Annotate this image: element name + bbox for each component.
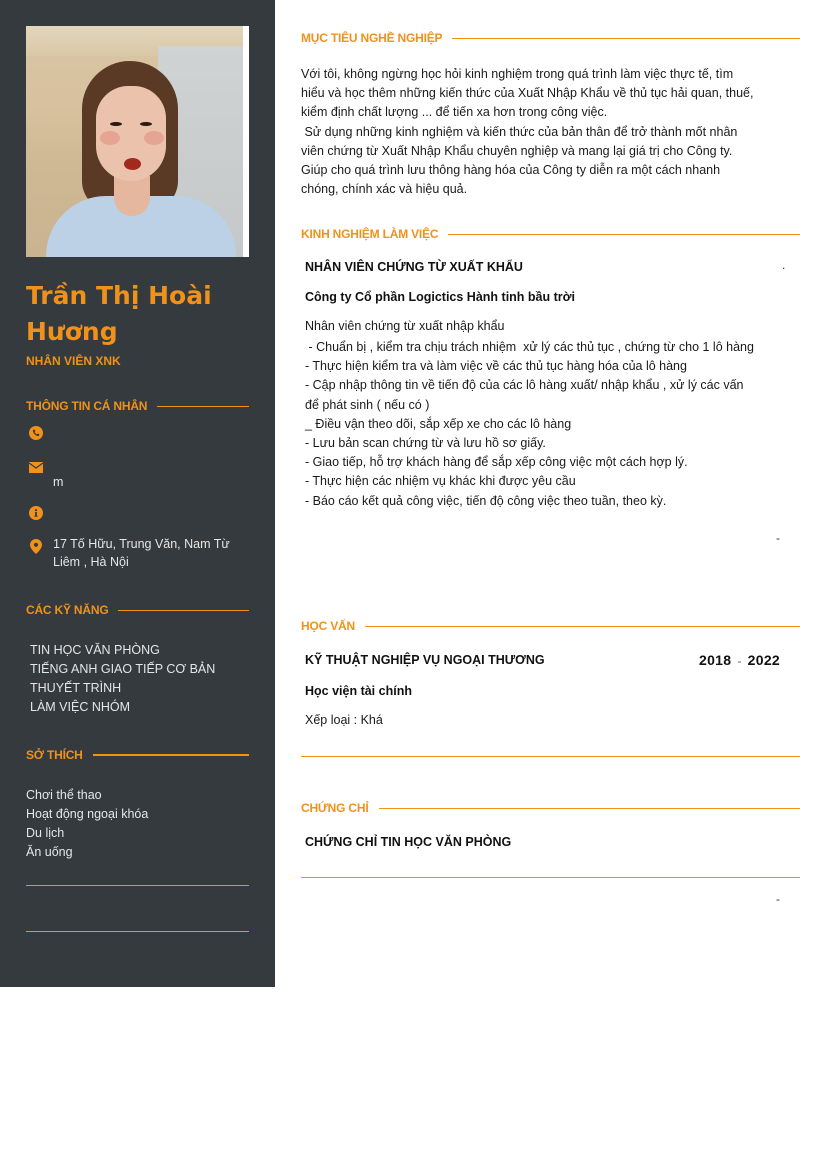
hobbies-heading-label: SỞ THÍCH (26, 748, 83, 762)
objective-line: Giúp cho quá trình lưu thông hàng hóa của Công ty diễn ra một cách nhanh (301, 163, 721, 178)
duty-item: để phát sinh ( nếu có ) (305, 397, 430, 412)
education-divider (301, 756, 800, 757)
duty-item: - Báo cáo kết quả công việc, tiến độ công việc theo tuần, theo kỳ. (305, 493, 667, 508)
contact-phone (28, 425, 243, 440)
objective-line: Sử dụng những kinh nghiệm và kiến thức của bản thân để trở thành mốt nhân (301, 124, 738, 139)
divider (93, 754, 249, 756)
divider (365, 626, 800, 627)
education-school: Học viện tài chính (305, 684, 412, 698)
personal-info-heading-label: THÔNG TIN CÁ NHÂN (26, 399, 148, 413)
divider (379, 808, 801, 809)
skill-item: LÀM VIỆC NHÓM (30, 700, 131, 714)
objective-heading-label: MỤC TIÊU NGHỀ NGHIỆP (301, 31, 443, 45)
name-line-1: Trần Thị Hoài (26, 281, 212, 310)
skill-item: TIẾNG ANH GIAO TIẾP CƠ BẢN (30, 662, 216, 676)
experience-trailing-mark: - (776, 531, 780, 545)
hobby-item: Hoạt động ngoại khóa (26, 807, 149, 821)
year-end: 2022 (747, 652, 781, 668)
duty-item: - Cập nhập thông tin về tiến độ của các lô hàng xuất/ nhập khẩu , xử lý các vấn (305, 378, 744, 393)
objective-line: kiểm định chất lượng ... để tiến xa hơn trong công việc. (301, 105, 608, 120)
contact-info (28, 505, 243, 520)
divider (452, 38, 800, 39)
duty-item: - Giao tiếp, hỗ trợ khách hàng để sắp xếp công việc một cách hợp lý. (305, 455, 688, 470)
duty-item: - Chuẩn bị , kiểm tra chịu trách nhiệm xử lý các thủ tục , chứng từ cho 1 lô hàng (305, 340, 754, 354)
duty-item: - Thực hiện các nhiệm vụ khác khi được yêu cầu (305, 474, 576, 489)
year-start: 2018 (699, 652, 732, 668)
divider (448, 234, 800, 235)
name-line-2: Hương (26, 317, 118, 346)
duty-item: - Lưu bản scan chứng từ và lưu hồ sơ giấy. (305, 436, 546, 451)
experience-job-title: Nhân viên chứng từ xuất nhập khẩu (305, 319, 505, 333)
hobbies-list (26, 786, 148, 862)
certificates-heading (301, 800, 800, 816)
skill-item: TIN HỌC VĂN PHÒNG (30, 643, 160, 657)
email-value: m (53, 475, 64, 489)
certificate-item: CHỨNG CHỈ TIN HỌC VĂN PHÒNG (305, 835, 512, 849)
experience-period: . (782, 258, 786, 272)
divider (118, 610, 249, 611)
profile-photo (26, 26, 249, 257)
sidebar-divider (26, 885, 249, 886)
candidate-name (26, 278, 246, 350)
objective-line: viên chứng từ Xuất Nhập Khẩu chuyên nghiệp và mang lại giá trị cho Công ty. (301, 143, 733, 158)
sidebar-divider (26, 931, 249, 932)
experience-position: NHÂN VIÊN CHỨNG TỪ XUẤT KHẨU (305, 260, 523, 274)
info-icon (28, 505, 43, 520)
profile-photo-image (26, 26, 243, 257)
divider (157, 406, 249, 407)
experience-company: Công ty Cổ phần Logictics Hành tinh bầu trời (305, 290, 575, 304)
duty-item: _ Điều vận theo dõi, sắp xếp xe cho các lô hàng (305, 416, 572, 431)
duty-item: - Thực hiện kiểm tra và làm việc về các thủ tục hàng hóa của lô hàng (305, 359, 687, 374)
skills-heading-label: CÁC KỸ NĂNG (26, 603, 109, 617)
experience-heading-label: KINH NGHIỆM LÀM VIỆC (301, 227, 439, 241)
sidebar (0, 0, 275, 987)
skill-item: THUYẾT TRÌNH (30, 681, 122, 695)
phone-icon (28, 425, 43, 440)
experience-heading (301, 226, 800, 242)
certificates-trailing-mark: - (776, 892, 780, 906)
hobby-item: Chơi thể thao (26, 788, 102, 802)
hobby-item: Ăn uống (26, 845, 73, 859)
education-major: KỸ THUẬT NGHIỆP VỤ NGOẠI THƯƠNG (305, 653, 545, 667)
year-separator: - (737, 654, 742, 668)
contact-address (28, 535, 243, 571)
certificates-divider (301, 877, 800, 878)
personal-info-heading (26, 398, 249, 414)
objective-line: Với tôi, không ngừng học hỏi kinh nghiệm trong quá trình làm việc thực tế, tìm (301, 67, 734, 81)
hobby-item: Du lịch (26, 826, 65, 840)
candidate-role: NHÂN VIÊN XNK (26, 354, 121, 368)
objective-heading (301, 30, 800, 46)
education-years (699, 652, 780, 668)
skills-list (30, 641, 215, 717)
education-grade: Xếp loại : Khá (305, 713, 383, 727)
experience-duties (305, 338, 801, 511)
education-heading (301, 618, 800, 634)
map-pin-icon (28, 539, 43, 554)
contact-email (28, 460, 243, 491)
objective-line: hiểu và học thêm những kiến thức của Xuất Nhập Khẩu về thủ tục hải quan, thuế, (301, 86, 754, 101)
certificates-heading-label: CHỨNG CHỈ (301, 801, 369, 815)
skills-heading (26, 602, 249, 618)
address-value: 17 Tố Hữu, Trung Văn, Nam Từ Liêm , Hà Nội (53, 537, 230, 569)
objective-text (301, 65, 801, 199)
envelope-icon (28, 460, 43, 475)
education-heading-label: HỌC VẤN (301, 619, 355, 633)
objective-line: chóng, chính xác và hiệu quả. (301, 182, 468, 197)
hobbies-heading (26, 747, 249, 763)
